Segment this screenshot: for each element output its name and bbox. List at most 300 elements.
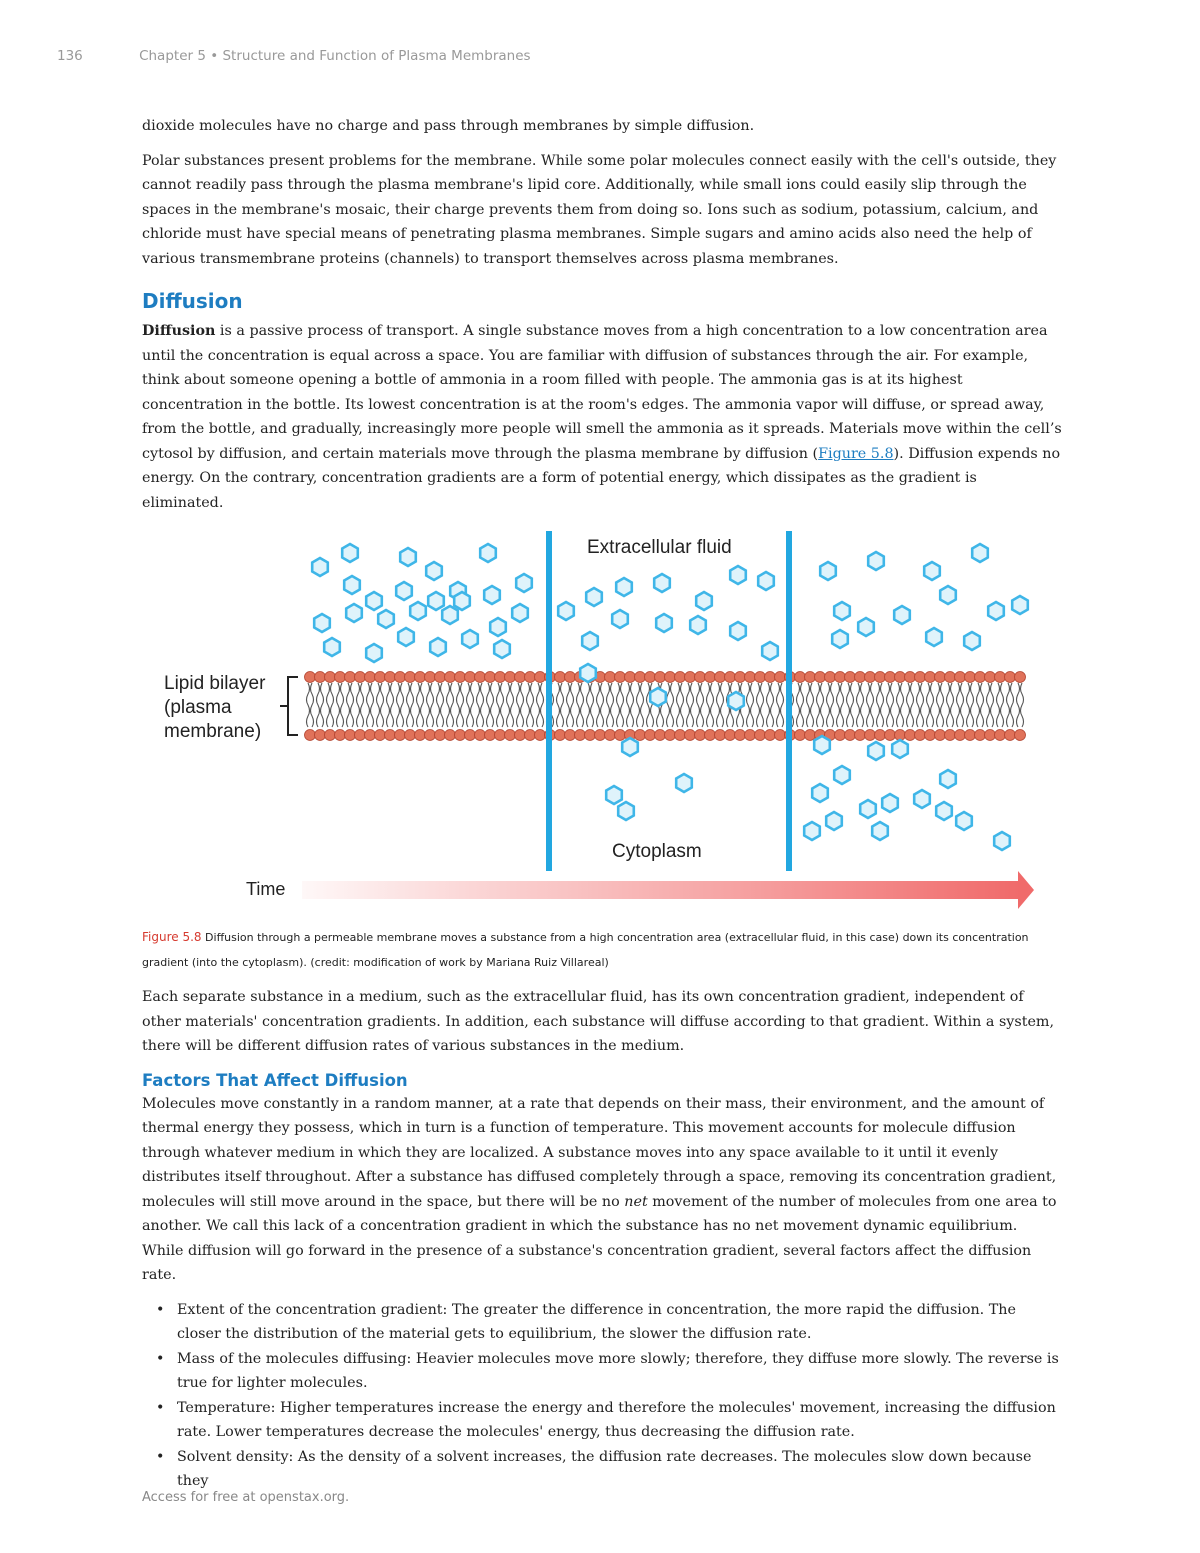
- phospholipid-tail: [1007, 683, 1014, 727]
- molecules: [312, 544, 1028, 850]
- phospholipid-head: [705, 672, 716, 683]
- molecule: [454, 592, 470, 610]
- molecule: [396, 582, 412, 600]
- phospholipid-tail: [367, 683, 374, 727]
- phospholipid-head: [825, 672, 836, 683]
- phospholipid-head: [315, 730, 326, 741]
- phospholipid-head: [385, 730, 396, 741]
- phospholipid-head: [425, 730, 436, 741]
- molecule: [868, 742, 884, 760]
- molecule: [812, 784, 828, 802]
- phospholipid-head: [765, 730, 776, 741]
- phospholipid-head: [1005, 672, 1016, 683]
- phospholipid-head: [995, 672, 1006, 683]
- paragraph-intro: dioxide molecules have no charge and pass through membranes by simple diffusion.: [142, 118, 755, 134]
- phospholipid-head: [945, 672, 956, 683]
- phospholipid-head: [445, 730, 456, 741]
- phospholipid-head: [905, 730, 916, 741]
- phospholipid-tail: [357, 683, 364, 727]
- phospholipid-tail: [307, 683, 314, 727]
- phospholipid-tail: [487, 683, 494, 727]
- phospholipid-head: [865, 730, 876, 741]
- phospholipid-head: [645, 672, 656, 683]
- running-header: [57, 48, 531, 64]
- paragraph-factors: [142, 1092, 1062, 1288]
- phospholipid-head: [615, 672, 626, 683]
- caption-label: Figure 5.8: [142, 930, 202, 944]
- phospholipid-head: [595, 730, 606, 741]
- phospholipid-tail: [697, 683, 704, 727]
- molecule: [366, 644, 382, 662]
- phospholipid-tail: [427, 683, 434, 727]
- phospholipid-head: [925, 730, 936, 741]
- molecule: [926, 628, 942, 646]
- phospholipid-head: [455, 730, 466, 741]
- molecule: [832, 630, 848, 648]
- molecule: [612, 610, 628, 628]
- phospholipid-head: [325, 672, 336, 683]
- molecule: [914, 790, 930, 808]
- phospholipid-head: [585, 730, 596, 741]
- caption-text: Diffusion through a permeable membrane moves a substance from a high concentration area (extracellular fluid, in this case) down its concentration gradient (into the cytoplasm). (credit: modification of work by Mariana Ruiz Villareal): [142, 931, 1029, 969]
- phospholipid-head: [1005, 730, 1016, 741]
- phospholipid-head: [515, 730, 526, 741]
- phospholipid-tail: [947, 683, 954, 727]
- phospholipid-head: [525, 672, 536, 683]
- molecule: [580, 664, 596, 682]
- paragraph-after-figure: Each separate substance in a medium, such as the extracellular fluid, has its own concentration gradient, independent of other materials' concentration gradients. In addition, each substance will diffuse according to that gradient. Within a system, there will be different diffusion rates of various substances in the medium.: [142, 989, 1055, 1054]
- phospholipid-head: [405, 730, 416, 741]
- phospholipid-head: [855, 730, 866, 741]
- phospholipid-tail: [527, 683, 534, 727]
- phospholipid-head: [505, 672, 516, 683]
- phospholipid-head: [665, 730, 676, 741]
- footer: Access for free at openstax.org.: [142, 1490, 350, 1505]
- molecule: [314, 614, 330, 632]
- phospholipid-heads: [305, 672, 1026, 741]
- phospholipid-head: [375, 672, 386, 683]
- list-item: • Temperature: Higher temperatures increase the energy and therefore the molecules' movement, increasing the diffusion rate. Lower temperatures decrease the molecules' energy, thus decreasing the diffusion rate.: [142, 1396, 1062, 1445]
- phospholipid-head: [875, 672, 886, 683]
- phospholipid-head: [755, 730, 766, 741]
- molecule: [1012, 596, 1028, 614]
- molecule: [618, 802, 634, 820]
- molecule: [972, 544, 988, 562]
- phospholipid-head: [505, 730, 516, 741]
- paragraph-polar: Polar substances present problems for the membrane. While some polar molecules connect easily with the cell's outside, they cannot readily pass through the plasma membrane's lipid core. Additionally, while small ions could easily slip through the spaces in the membrane's mosaic, their charge prevents them from doing so. Ions such as sodium, potassium, calcium, and chloride must have special means of penetrating plasma membranes. Simple sugars and amino acids also need the help of various transmembrane proteins (channels) to transport themselves across plasma membranes.: [142, 152, 1057, 267]
- phospholipid-head: [725, 672, 736, 683]
- factors-text-2: movement of the number of molecules from one area to another. We call this lack of a concentration gradient in which the substance has no net movement dynamic equilibrium. While diffusion will go forward in the presence of a substance's concentration gradient, several factors affect the diffusion rate.: [142, 1193, 1057, 1283]
- phospholipid-tail: [977, 683, 984, 727]
- phospholipid-head: [465, 730, 476, 741]
- phospholipid-tail: [757, 683, 764, 727]
- phospholipid-head: [945, 730, 956, 741]
- molecule: [512, 604, 528, 622]
- phospholipid-head: [985, 730, 996, 741]
- phospholipid-head: [345, 672, 356, 683]
- diffusion-text-2: ). Diffusion expends no energy. On the contrary, concentration gradients are a form of potential energy, which dissipates as the gradient is eliminated.: [142, 445, 1061, 511]
- phospholipid-tail: [507, 683, 514, 727]
- phospholipid-tail: [917, 683, 924, 727]
- factors-text-1: Molecules move constantly in a random manner, at a rate that depends on their mass, their environment, and the amount of thermal energy they possess, which in turn is a function of temperature. This movement accounts for molecule diffusion through whatever medium in which they are localized. A substance moves into any space available to it until it evenly distributes itself throughout. After a substance has diffused completely through a space, removing its concentration gradient, molecules will still move around in the space, but there will be no: [142, 1095, 1057, 1210]
- molecule: [826, 812, 842, 830]
- phospholipid-head: [435, 730, 446, 741]
- phospholipid-tail: [347, 683, 354, 727]
- molecule: [964, 632, 980, 650]
- phospholipid-head: [475, 730, 486, 741]
- phospholipid-head: [955, 672, 966, 683]
- phospholipid-head: [695, 730, 706, 741]
- molecule: [442, 606, 458, 624]
- phospholipid-head: [885, 672, 896, 683]
- phospholipid-head: [725, 730, 736, 741]
- phospholipid-tail: [847, 683, 854, 727]
- phospholipid-tail: [637, 683, 644, 727]
- phospholipid-tail: [767, 683, 774, 727]
- phospholipid-tail: [327, 683, 334, 727]
- phospholipid-head: [975, 672, 986, 683]
- phospholipid-head: [735, 672, 746, 683]
- phospholipid-tail: [867, 683, 874, 727]
- phospholipid-head: [985, 672, 996, 683]
- figure-link[interactable]: Figure 5.8: [818, 445, 894, 462]
- phospholipid-tail: [567, 683, 574, 727]
- subsection-heading-factors: Factors That Affect Diffusion: [142, 1070, 408, 1090]
- molecule: [676, 774, 692, 792]
- phospholipid-tail: [967, 683, 974, 727]
- phospholipid-tail: [437, 683, 444, 727]
- phospholipid-head: [815, 672, 826, 683]
- molecule: [730, 622, 746, 640]
- phospholipid-tail: [517, 683, 524, 727]
- phospholipid-tail: [717, 683, 724, 727]
- phospholipid-tail: [777, 683, 784, 727]
- phospholipid-head: [485, 672, 496, 683]
- label-membrane: membrane): [164, 721, 262, 742]
- section-heading-diffusion: Diffusion: [142, 289, 243, 313]
- phospholipid-head: [675, 672, 686, 683]
- phospholipid-head: [655, 672, 666, 683]
- phospholipid-head: [455, 672, 466, 683]
- molecule: [940, 586, 956, 604]
- phospholipid-head: [535, 730, 546, 741]
- phospholipid-head: [995, 730, 1006, 741]
- phospholipid-tail: [667, 683, 674, 727]
- molecule: [936, 802, 952, 820]
- phospholipid-head: [425, 672, 436, 683]
- phospholipid-tail: [457, 683, 464, 727]
- molecule: [346, 604, 362, 622]
- phospholipid-tail: [677, 683, 684, 727]
- phospholipid-tail: [377, 683, 384, 727]
- molecule: [312, 558, 328, 576]
- phospholipid-head: [355, 730, 366, 741]
- molecule: [762, 642, 778, 660]
- figure-diffusion: [142, 531, 1062, 911]
- molecule: [696, 592, 712, 610]
- molecule: [656, 614, 672, 632]
- time-arrow-shaft: [302, 881, 1022, 899]
- phospholipid-tail: [587, 683, 594, 727]
- phospholipid-head: [645, 730, 656, 741]
- phospholipid-head: [335, 730, 346, 741]
- molecule: [342, 544, 358, 562]
- phospholipid-head: [385, 672, 396, 683]
- phospholipid-tail: [557, 683, 564, 727]
- phospholipid-head: [755, 672, 766, 683]
- phospholipid-head: [685, 730, 696, 741]
- phospholipid-head: [935, 672, 946, 683]
- phospholipid-head: [805, 672, 816, 683]
- molecule: [988, 602, 1004, 620]
- diffusion-diagram: [142, 531, 1062, 911]
- molecule: [494, 640, 510, 658]
- term-diffusion: Diffusion: [142, 323, 216, 339]
- phospholipid-head: [685, 672, 696, 683]
- molecule: [428, 592, 444, 610]
- molecule: [860, 800, 876, 818]
- phospholipid-tail: [337, 683, 344, 727]
- phospholipid-tail: [1017, 683, 1024, 727]
- figure-caption: [142, 925, 1062, 975]
- label-plasma: (plasma: [164, 697, 232, 718]
- phospholipid-head: [655, 730, 666, 741]
- phospholipid-head: [345, 730, 356, 741]
- phospholipid-tail: [957, 683, 964, 727]
- molecule: [834, 602, 850, 620]
- phospholipid-head: [735, 730, 746, 741]
- phospholipid-head: [715, 730, 726, 741]
- phospholipid-head: [315, 672, 326, 683]
- phospholipid-head: [965, 672, 976, 683]
- phospholipid-head: [795, 730, 806, 741]
- phospholipid-tail: [827, 683, 834, 727]
- phospholipid-tail: [577, 683, 584, 727]
- phospholipid-head: [915, 672, 926, 683]
- molecule: [834, 766, 850, 784]
- molecule: [654, 574, 670, 592]
- phospholipid-head: [895, 672, 906, 683]
- molecule: [894, 606, 910, 624]
- phospholipid-head: [375, 730, 386, 741]
- phospholipid-tail: [897, 683, 904, 727]
- phospholipid-head: [805, 730, 816, 741]
- molecule: [994, 832, 1010, 850]
- molecule: [690, 616, 706, 634]
- phospholipid-head: [835, 730, 846, 741]
- phospholipid-tail: [497, 683, 504, 727]
- phospholipid-tail: [597, 683, 604, 727]
- phospholipid-head: [925, 672, 936, 683]
- factors-list: [142, 1298, 1062, 1494]
- phospholipid-head: [445, 672, 456, 683]
- phospholipid-head: [605, 672, 616, 683]
- phospholipid-head: [485, 730, 496, 741]
- molecule: [882, 794, 898, 812]
- phospholipid-tail: [987, 683, 994, 727]
- list-item: • Solvent density: As the density of a solvent increases, the diffusion rate decreases. The molecules slow down because they: [142, 1445, 1062, 1494]
- phospholipid-head: [965, 730, 976, 741]
- phospholipid-head: [565, 730, 576, 741]
- molecule: [516, 574, 532, 592]
- phospholipid-head: [835, 672, 846, 683]
- phospholipid-head: [715, 672, 726, 683]
- phospholipid-head: [705, 730, 716, 741]
- phospholipid-head: [615, 730, 626, 741]
- phospholipid-tail: [537, 683, 544, 727]
- phospholipid-head: [495, 730, 506, 741]
- phospholipid-head: [745, 730, 756, 741]
- page-content: [142, 114, 1062, 1494]
- molecule: [400, 548, 416, 566]
- phospholipid-head: [865, 672, 876, 683]
- phospholipid-tail: [687, 683, 694, 727]
- molecule: [814, 736, 830, 754]
- phospholipid-tail: [407, 683, 414, 727]
- phospholipid-head: [395, 672, 406, 683]
- phospholipid-head: [605, 730, 616, 741]
- phospholipid-head: [1015, 730, 1026, 741]
- phospholipid-tail: [927, 683, 934, 727]
- phospholipid-tail: [627, 683, 634, 727]
- molecule: [616, 578, 632, 596]
- phospholipid-head: [665, 672, 676, 683]
- molecule: [730, 566, 746, 584]
- phospholipid-head: [765, 672, 776, 683]
- factors-emphasis: net: [624, 1193, 648, 1210]
- phospholipid-tail: [807, 683, 814, 727]
- phospholipid-head: [555, 730, 566, 741]
- phospholipid-head: [335, 672, 346, 683]
- phospholipid-tail: [747, 683, 754, 727]
- phospholipid-head: [575, 730, 586, 741]
- list-item: • Extent of the concentration gradient: The greater the difference in concentration, the more rapid the diffusion. The closer the distribution of the material gets to equilibrium, the slower the diffusion rate.: [142, 1298, 1062, 1347]
- phospholipid-head: [795, 672, 806, 683]
- molecule: [956, 812, 972, 830]
- molecule: [582, 632, 598, 650]
- phospholipid-head: [675, 730, 686, 741]
- phospholipid-head: [775, 672, 786, 683]
- molecule: [462, 630, 478, 648]
- phospholipid-head: [635, 730, 646, 741]
- phospholipid-head: [435, 672, 446, 683]
- label-cytoplasm: Cytoplasm: [612, 841, 702, 862]
- phospholipid-head: [355, 672, 366, 683]
- bilayer-bracket: [280, 677, 298, 735]
- phospholipid-head: [845, 672, 856, 683]
- phospholipid-head: [915, 730, 926, 741]
- time-arrow-head: [1018, 871, 1034, 909]
- phospholipid-head: [495, 672, 506, 683]
- phospholipid-head: [365, 730, 376, 741]
- molecule: [586, 588, 602, 606]
- phospholipid-tail: [387, 683, 394, 727]
- molecule: [398, 628, 414, 646]
- molecule: [378, 610, 394, 628]
- phospholipid-tail: [937, 683, 944, 727]
- phospholipid-head: [565, 672, 576, 683]
- phospholipid-tail: [647, 683, 654, 727]
- molecule: [366, 592, 382, 610]
- molecule: [410, 602, 426, 620]
- molecule: [558, 602, 574, 620]
- chapter-title: Chapter 5 • Structure and Function of Plasma Membranes: [139, 48, 531, 64]
- phospholipid-head: [515, 672, 526, 683]
- phospholipid-tail: [417, 683, 424, 727]
- phospholipid-head: [535, 672, 546, 683]
- phospholipid-tail: [447, 683, 454, 727]
- molecule: [426, 562, 442, 580]
- phospholipid-head: [305, 730, 316, 741]
- phospholipid-head: [1015, 672, 1026, 683]
- phospholipid-tail: [617, 683, 624, 727]
- molecule: [804, 822, 820, 840]
- molecule: [650, 688, 666, 706]
- phospholipid-tail: [607, 683, 614, 727]
- phospholipid-tail: [857, 683, 864, 727]
- phospholipid-head: [395, 730, 406, 741]
- phospholipid-tail: [837, 683, 844, 727]
- phospholipid-head: [955, 730, 966, 741]
- label-lipid-bilayer: Lipid bilayer: [164, 673, 266, 694]
- phospholipid-tail: [477, 683, 484, 727]
- molecule: [430, 638, 446, 656]
- phospholipid-tail: [907, 683, 914, 727]
- molecule: [480, 544, 496, 562]
- phospholipid-head: [365, 672, 376, 683]
- phospholipid-tail: [817, 683, 824, 727]
- molecule: [606, 786, 622, 804]
- phospholipid-head: [875, 730, 886, 741]
- time-divider-1: [546, 531, 552, 871]
- molecule: [820, 562, 836, 580]
- phospholipid-head: [975, 730, 986, 741]
- phospholipid-tail: [797, 683, 804, 727]
- phospholipid-head: [855, 672, 866, 683]
- phospholipid-tail: [397, 683, 404, 727]
- molecule: [858, 618, 874, 636]
- phospholipid-tail: [317, 683, 324, 727]
- phospholipid-tail: [887, 683, 894, 727]
- phospholipid-head: [305, 672, 316, 683]
- phospholipid-tail: [707, 683, 714, 727]
- molecule: [872, 822, 888, 840]
- phospholipid-head: [325, 730, 336, 741]
- molecule: [484, 586, 500, 604]
- phospholipid-tail: [467, 683, 474, 727]
- phospholipid-head: [555, 672, 566, 683]
- phospholipid-head: [935, 730, 946, 741]
- phospholipid-head: [745, 672, 756, 683]
- phospholipid-head: [465, 672, 476, 683]
- molecule: [940, 770, 956, 788]
- molecule: [758, 572, 774, 590]
- phospholipid-head: [905, 672, 916, 683]
- molecule: [344, 576, 360, 594]
- molecule: [868, 552, 884, 570]
- phospholipid-head: [635, 672, 646, 683]
- label-extracellular: Extracellular fluid: [587, 537, 732, 558]
- page-number: 136: [57, 48, 83, 64]
- molecule: [924, 562, 940, 580]
- label-time: Time: [246, 879, 286, 899]
- paragraph-diffusion: [142, 319, 1062, 515]
- molecule: [728, 692, 744, 710]
- phospholipid-head: [625, 672, 636, 683]
- diffusion-text-1: is a passive process of transport. A single substance moves from a high concentration to a low concentration area until the concentration is equal across a space. You are familiar with diffusion of substances through the air. For example, think about someone opening a bottle of ammonia in a room filled with people. The ammonia gas is at its highest concentration in the bottle. Its lowest concentration is at the room's edges. The ammonia vapor will diffuse, or spread away, from the bottle, and gradually, increasingly more people will smell the ammonia as it spreads. Materials move within the cell’s cytosol by diffusion, and certain materials move through the plasma membrane by diffusion (: [142, 323, 1062, 462]
- phospholipid-head: [885, 730, 896, 741]
- phospholipid-head: [525, 730, 536, 741]
